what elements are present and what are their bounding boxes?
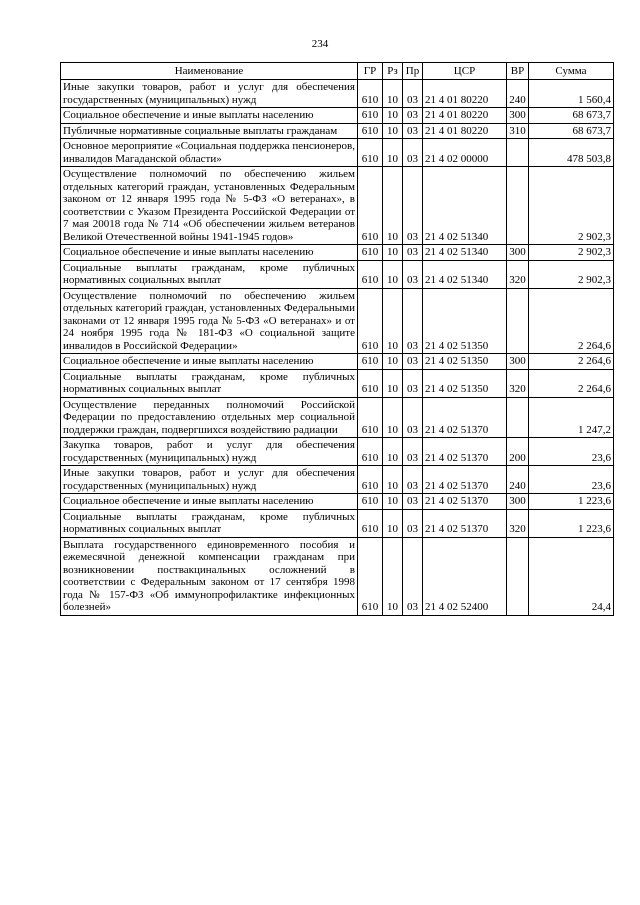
row-rz: 10 [383,167,403,245]
row-sum: 2 264,6 [529,369,614,397]
row-gr: 610 [358,123,383,139]
row-vr [507,397,529,438]
table-row [61,288,614,354]
row-name: Выплата государственного единовременного пособия и ежемесячной денежной компенсации гражданам при возникновении поствакцинальных осложнений в соответствии с Федеральным законом от 17 сентября 1998 года № 157-ФЗ «Об иммунопрофилактике инфекционных болезней» [61,537,358,615]
row-gr: 610 [358,260,383,288]
row-name: Осуществление переданных полномочий Российской Федерации по предоставлению отдельных мер социальной поддержки граждан, подвергшихся воздействию радиации [61,397,358,438]
row-pr: 03 [403,167,423,245]
row-sum: 2 264,6 [529,288,614,354]
row-rz: 10 [383,466,403,494]
row-csr: 21 4 02 51340 [423,260,507,288]
row-pr: 03 [403,369,423,397]
row-vr: 240 [507,80,529,108]
header-csr: ЦСР [423,63,507,80]
row-rz: 10 [383,354,403,370]
header-vr: ВР [507,63,529,80]
row-pr: 03 [403,494,423,510]
row-vr: 320 [507,260,529,288]
row-name: Социальное обеспечение и иные выплаты населению [61,245,358,261]
row-sum: 1 223,6 [529,494,614,510]
row-vr: 240 [507,466,529,494]
row-name: Иные закупки товаров, работ и услуг для обеспечения государственных (муниципальных) нужд [61,80,358,108]
row-csr: 21 4 02 51370 [423,509,507,537]
row-rz: 10 [383,509,403,537]
row-name: Публичные нормативные социальные выплаты гражданам [61,123,358,139]
row-pr: 03 [403,288,423,354]
table-row [61,438,614,466]
row-rz: 10 [383,139,403,167]
row-sum: 2 902,3 [529,260,614,288]
row-csr: 21 4 02 00000 [423,139,507,167]
row-vr: 310 [507,123,529,139]
row-vr: 300 [507,245,529,261]
row-gr: 610 [358,139,383,167]
row-csr: 21 4 02 51370 [423,397,507,438]
row-csr: 21 4 02 51350 [423,354,507,370]
budget-table [60,62,614,616]
row-pr: 03 [403,509,423,537]
row-name: Социальное обеспечение и иные выплаты населению [61,494,358,510]
table-row [61,108,614,124]
row-rz: 10 [383,369,403,397]
row-sum: 2 264,6 [529,354,614,370]
header-pr: Пр [403,63,423,80]
table-row [61,537,614,615]
table-row [61,245,614,261]
row-rz: 10 [383,108,403,124]
row-csr: 21 4 01 80220 [423,80,507,108]
table-header-row [61,63,614,80]
row-vr [507,288,529,354]
table-row [61,369,614,397]
row-vr [507,537,529,615]
row-pr: 03 [403,139,423,167]
row-gr: 610 [358,466,383,494]
header-sum: Сумма [529,63,614,80]
header-rz: Рз [383,63,403,80]
row-csr: 21 4 02 51370 [423,494,507,510]
row-sum: 68 673,7 [529,108,614,124]
row-gr: 610 [358,509,383,537]
row-pr: 03 [403,80,423,108]
row-vr: 300 [507,494,529,510]
row-name: Социальные выплаты гражданам, кроме публичных нормативных социальных выплат [61,369,358,397]
row-sum: 478 503,8 [529,139,614,167]
row-csr: 21 4 01 80220 [423,108,507,124]
row-rz: 10 [383,80,403,108]
row-sum: 23,6 [529,438,614,466]
row-sum: 1 247,2 [529,397,614,438]
row-name: Основное мероприятие «Социальная поддержка пенсионеров, инвалидов Магаданской области» [61,139,358,167]
row-rz: 10 [383,537,403,615]
row-pr: 03 [403,537,423,615]
row-name: Социальное обеспечение и иные выплаты населению [61,354,358,370]
row-pr: 03 [403,354,423,370]
row-sum: 24,4 [529,537,614,615]
table-row [61,509,614,537]
row-pr: 03 [403,123,423,139]
row-vr: 320 [507,509,529,537]
table-row [61,123,614,139]
row-sum: 68 673,7 [529,123,614,139]
row-rz: 10 [383,438,403,466]
row-pr: 03 [403,438,423,466]
row-gr: 610 [358,108,383,124]
row-sum: 1 560,4 [529,80,614,108]
page-number: 234 [311,38,329,50]
row-pr: 03 [403,466,423,494]
row-csr: 21 4 02 51350 [423,369,507,397]
table-row [61,80,614,108]
row-sum: 2 902,3 [529,245,614,261]
row-sum: 23,6 [529,466,614,494]
row-rz: 10 [383,288,403,354]
row-gr: 610 [358,494,383,510]
row-csr: 21 4 01 80220 [423,123,507,139]
table-row [61,139,614,167]
row-gr: 610 [358,245,383,261]
row-vr: 200 [507,438,529,466]
row-name: Осуществление полномочий по обеспечению жильем отдельных категорий граждан, установленных Федеральными законами от 12 января 1995 года № 5-ФЗ «О ветеранах» и от 24 ноября 1995 года № 181-ФЗ «О социальной защите инвалидов в Российской Федерации» [61,288,358,354]
row-rz: 10 [383,123,403,139]
row-gr: 610 [358,354,383,370]
row-pr: 03 [403,108,423,124]
row-name: Осуществление полномочий по обеспечению жильем отдельных категорий граждан, установленных Федеральным законом от 12 января 1995 года № 5-ФЗ «О ветеранах», в соответствии с Указом Президента Российской Федерации от 7 мая 20018 года № 714 «Об обеспечении жильем ветеранов Великой Отечественной войны 1941-1945 годов» [61,167,358,245]
row-sum: 1 223,6 [529,509,614,537]
header-gr: ГР [358,63,383,80]
row-name: Социальное обеспечение и иные выплаты населению [61,108,358,124]
row-pr: 03 [403,245,423,261]
row-csr: 21 4 02 51370 [423,438,507,466]
row-csr: 21 4 02 51370 [423,466,507,494]
row-gr: 610 [358,167,383,245]
table-row [61,397,614,438]
row-csr: 21 4 02 51340 [423,245,507,261]
row-gr: 610 [358,537,383,615]
row-vr [507,139,529,167]
row-csr: 21 4 02 52400 [423,537,507,615]
row-name: Социальные выплаты гражданам, кроме публичных нормативных социальных выплат [61,260,358,288]
row-name: Социальные выплаты гражданам, кроме публичных нормативных социальных выплат [61,509,358,537]
row-gr: 610 [358,369,383,397]
row-vr: 300 [507,108,529,124]
row-vr [507,167,529,245]
row-csr: 21 4 02 51350 [423,288,507,354]
table-row [61,260,614,288]
table-row [61,466,614,494]
row-pr: 03 [403,397,423,438]
row-rz: 10 [383,245,403,261]
row-vr: 320 [507,369,529,397]
table-row [61,354,614,370]
row-gr: 610 [358,438,383,466]
row-gr: 610 [358,80,383,108]
table-row [61,167,614,245]
row-pr: 03 [403,260,423,288]
row-rz: 10 [383,494,403,510]
row-rz: 10 [383,260,403,288]
row-name: Иные закупки товаров, работ и услуг для обеспечения государственных (муниципальных) нужд [61,466,358,494]
row-name: Закупка товаров, работ и услуг для обеспечения государственных (муниципальных) нужд [61,438,358,466]
table-row [61,494,614,510]
row-csr: 21 4 02 51340 [423,167,507,245]
row-gr: 610 [358,397,383,438]
row-rz: 10 [383,397,403,438]
row-gr: 610 [358,288,383,354]
row-sum: 2 902,3 [529,167,614,245]
header-name: Наименование [61,63,358,80]
row-vr: 300 [507,354,529,370]
